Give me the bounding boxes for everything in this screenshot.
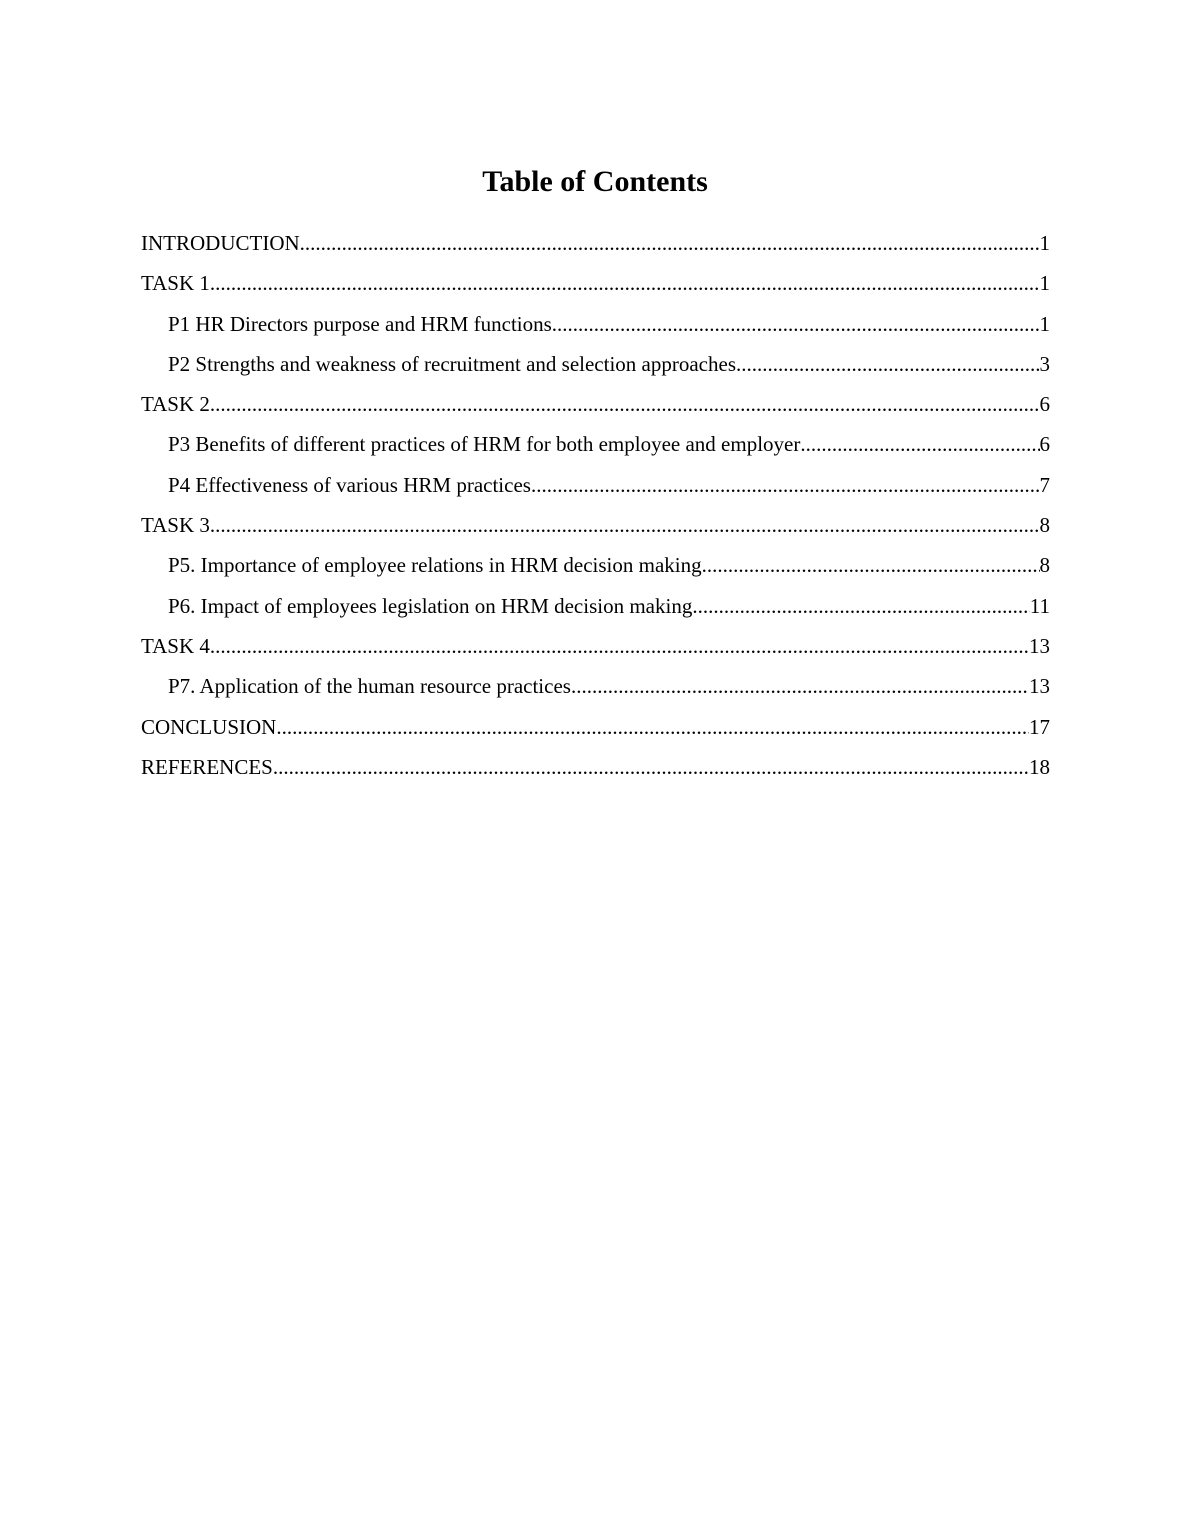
- toc-entry-page: 6: [1039, 432, 1050, 457]
- toc-entry-task-2[interactable]: [141, 385, 1050, 425]
- toc-entry-task-1[interactable]: [141, 264, 1050, 304]
- toc-dot-leader: [300, 224, 1040, 262]
- toc-dot-leader: [571, 667, 1029, 705]
- toc-entry-task-3[interactable]: [141, 506, 1050, 546]
- toc-dot-leader: [210, 506, 1040, 544]
- toc-entry-p4[interactable]: [141, 466, 1050, 506]
- toc-dot-leader: [273, 748, 1029, 786]
- toc-entry-label: P7. Application of the human resource practices: [168, 674, 571, 699]
- toc-entry-page: 17: [1029, 714, 1050, 739]
- toc-entry-label: P2 Strengths and weakness of recruitment and selection approaches: [168, 351, 736, 376]
- toc-list: [141, 224, 1050, 788]
- toc-entry-label: P6. Impact of employees legislation on HRM decision making: [168, 593, 693, 618]
- toc-entry-page: 11: [1029, 593, 1050, 618]
- toc-dot-leader: [531, 466, 1040, 504]
- toc-dot-leader: [692, 587, 1029, 625]
- toc-entry-p7[interactable]: [141, 667, 1050, 707]
- toc-entry-label: TASK 2: [141, 392, 210, 417]
- toc-entry-page: 13: [1029, 633, 1050, 658]
- toc-dot-leader: [552, 305, 1040, 343]
- toc-entry-p2[interactable]: [141, 345, 1050, 385]
- toc-dot-leader: [210, 385, 1040, 423]
- toc-entry-label: P3 Benefits of different practices of HRM for both employee and employer: [168, 432, 801, 457]
- toc-entry-p1[interactable]: [141, 305, 1050, 345]
- toc-entry-page: 18: [1029, 754, 1050, 779]
- toc-entry-label: INTRODUCTION: [141, 231, 300, 255]
- toc-entry-page: 8: [1039, 553, 1050, 578]
- toc-entry-label: TASK 1: [141, 271, 210, 296]
- toc-entry-page: 13: [1029, 674, 1050, 699]
- toc-entry-label: REFERENCES: [141, 754, 273, 779]
- toc-entry-p6[interactable]: [141, 587, 1050, 627]
- toc-entry-p5[interactable]: [141, 546, 1050, 586]
- toc-dot-leader: [736, 345, 1040, 383]
- toc-entry-conclusion[interactable]: [141, 708, 1050, 748]
- toc-dot-leader: [800, 425, 1039, 463]
- toc-entry-page: 7: [1039, 472, 1050, 497]
- toc-dot-leader: [276, 708, 1029, 746]
- toc-entry-introduction[interactable]: [141, 224, 1050, 264]
- toc-dot-leader: [702, 546, 1040, 584]
- toc-entry-page: 3: [1039, 351, 1050, 376]
- toc-entry-page: 6: [1039, 392, 1050, 417]
- toc-dot-leader: [210, 627, 1029, 665]
- toc-entry-label: P1 HR Directors purpose and HRM functions: [168, 311, 552, 336]
- toc-title: Table of Contents: [482, 165, 708, 198]
- toc-entry-label: TASK 3: [141, 513, 210, 538]
- toc-entry-label: P5. Importance of employee relations in HRM decision making: [168, 553, 702, 578]
- toc-dot-leader: [210, 264, 1040, 302]
- toc-entry-page: 1: [1039, 311, 1050, 336]
- toc-entry-label: TASK 4: [141, 633, 210, 658]
- toc-entry-label: P4 Effectiveness of various HRM practices: [168, 472, 531, 497]
- toc-entry-page: 1: [1039, 271, 1050, 296]
- toc-entry-task-4[interactable]: [141, 627, 1050, 667]
- toc-entry-references[interactable]: [141, 748, 1050, 788]
- toc-entry-label: CONCLUSION: [141, 714, 277, 739]
- toc-entry-page: 1: [1039, 231, 1050, 255]
- toc-entry-p3[interactable]: [141, 425, 1050, 465]
- toc-entry-page: 8: [1039, 513, 1050, 538]
